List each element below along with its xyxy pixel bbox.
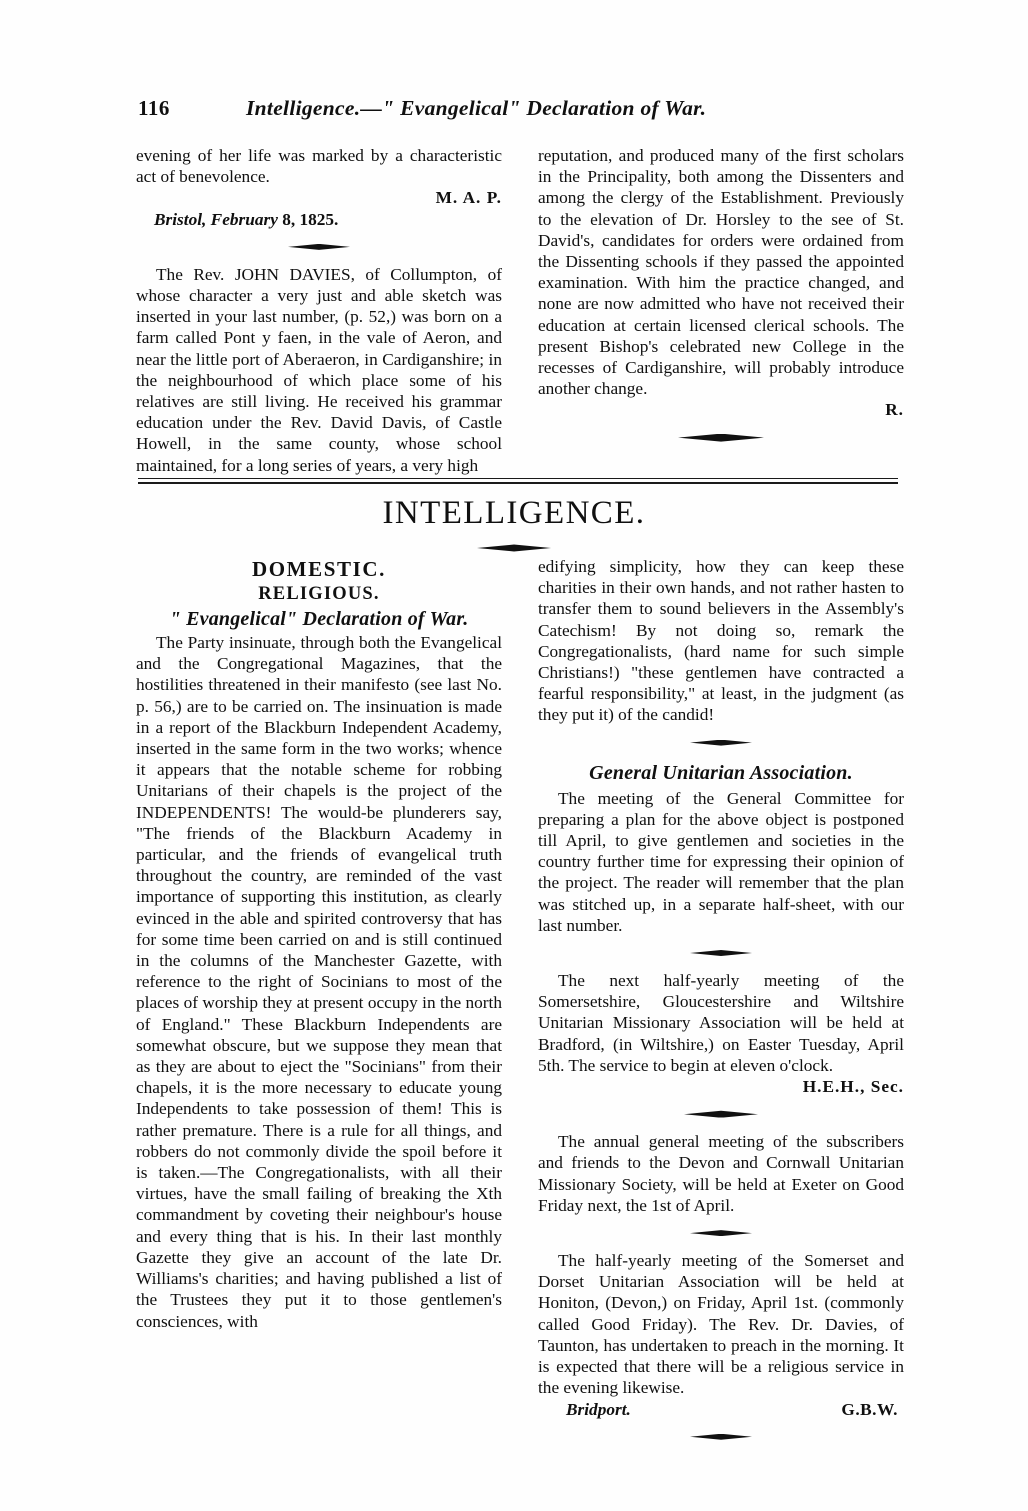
intelligence-masthead bbox=[0, 495, 1028, 565]
page-folio: 116 bbox=[138, 96, 170, 120]
section-double-rule bbox=[138, 478, 898, 485]
ornament-divider-icon bbox=[538, 945, 904, 961]
top-columns bbox=[136, 145, 904, 476]
place-date-roman: 8, 1825. bbox=[282, 209, 339, 229]
signature-heh-sec: H.E.H., Sec. bbox=[802, 1077, 904, 1097]
ornament-divider-icon bbox=[538, 1225, 904, 1241]
heading-general-unitarian-association: General Unitarian Association. bbox=[589, 761, 853, 784]
byline-initials: G.B.W. bbox=[841, 1399, 898, 1419]
ornament-divider-icon bbox=[538, 1429, 904, 1445]
item-general-committee: The meeting of the General Committee for preparing a plan for the above object is postponed till April, to give gentlemen and societies in the country further time for expressing their opinion of the project. The reader will remember that the plan was stitched up, in a separate half-sheet, with our last number. bbox=[538, 788, 904, 935]
evangelical-declaration-body: The Party insinuate, through both the Evangelical and the Congregational Magazines, that the hostilities threatened in their manifesto (see last No. p. 56,) are to be carried on. The insinuation is made in a report of the Blackburn Independent Academy, inserted in the same form in the two works; whence it appears that the notable scheme for robbing Unitarians of their chapels is the project of the INDEPENDENTS! The would-be plunderers say, "The friends of the Blackburn Academy in particular, and the friends of evangelical truth throughout the country, are reminded of the vast importance of supporting this institution, as clearly evinced in the able and spirited controversy that has for some time been carried on and is still continued in the columns of the Manchester Gazette, with reference to the right of Socinians to most of the places of worship they at present occupy in the north of England." These Blackburn Independents are somewhat obscure, but we suppose they mean that as they are about to eject the "Socinians" from their chapels, it is the more necessary to educate young Independents to take possession of them! This is rather premature. There is a rule for all things, and robbers do not commonly divide the spoil before it is taken.—The Congregationalists, with all their virtues, have the small failing of breaking the Xth commandment by coveting their neighbour's house and every thing that is his. In their last monthly Gazette they give an account of the late Dr. Williams's charities; and having published a list of the Trustees they put it to those gentlemen's consciences, with bbox=[136, 633, 502, 1331]
intelligence-left-column bbox=[136, 556, 502, 1454]
heading-religious: RELIGIOUS. bbox=[258, 584, 380, 604]
masthead-title: INTELLIGENCE. bbox=[382, 495, 646, 531]
obituary-continuation-right-text: reputation, and produced many of the first scholars in the Principality, both among the Dissenters and among the clergy of the Establishment. Previously to the elevation of Dr. Horsley to the see of St. David's, candidates for orders were ordained from the Dissenting schools if they passed the appointed examination. With him the practice changed, and none are now admitted who have not received their education at certain licensed clerical schools. The present Bishop's celebrated new College in the recesses of Cardiganshire, will probably introduce another change. bbox=[538, 146, 904, 399]
item-somerset-dorset: The half-yearly meeting of the Somerset and Dorset Unitarian Association will be held at Honiton, (Devon,) on Friday, April 1st. (commonly called Good Friday). The Rev. Dr. Davies, of Taunton, has undertaken to preach in the morning. It is expected that there will be a religious service in the evening likewise. bbox=[538, 1251, 904, 1398]
signature-r: R. bbox=[885, 400, 904, 420]
signature-map: M. A. P. bbox=[435, 188, 502, 208]
ornament-divider-icon bbox=[136, 239, 502, 255]
intelligence-columns bbox=[136, 556, 904, 1454]
evangelical-declaration-continuation: edifying simplicity, how they can keep these charities in their own hands, and not rather hasten to transfer them to sound believers in the Assembly's Catechism! By not doing so, remark the Congregationalists, (hard name for such simple Christians!) "these gentlemen have contracted a fearful responsibility," at least, in the judgment (as they put it) of the candid! bbox=[538, 557, 904, 725]
item-devon-cornwall: The annual general meeting of the subscribers and friends to the Devon and Cornwall Unitarian Missionary Society, will be held at Exeter on Good Friday next, the 1st of April. bbox=[538, 1132, 904, 1215]
davies-obituary-text: The Rev. JOHN DAVIES, of Collumpton, of whose character a very just and able sketch was inserted in your last number, (p. 52,) was born on a farm called Pont y faen, in the vale of Aeron, and near the little port of Aberaeron, in Cardiganshire; in the neighbourhood of which place some of his relatives are still living. He received his grammar education under the Rev. David Davis, of Castle Howell, in the same county, whose school maintained, for a long series of years, a very high bbox=[136, 264, 502, 475]
ornament-divider-icon bbox=[538, 430, 904, 446]
ornament-divider-icon bbox=[538, 1106, 904, 1122]
top-left-column bbox=[136, 145, 502, 476]
item-somerset-gloucester-wilts: The next half-yearly meeting of the Somersetshire, Gloucestershire and Wiltshire Unitarian Missionary Association will be held at Bradford, (in Wiltshire,) on Easter Tuesday, April 5th. The service to begin at eleven o'clock. bbox=[538, 971, 904, 1075]
place-date-line bbox=[136, 209, 502, 230]
top-right-column bbox=[538, 145, 904, 476]
obituary-continuation-text: evening of her life was marked by a characteristic act of benevolence. bbox=[136, 146, 502, 187]
place-date-italic: Bristol, February bbox=[154, 209, 278, 229]
heading-domestic: DOMESTIC. bbox=[251, 557, 386, 581]
ornament-divider-icon bbox=[0, 540, 1028, 556]
intelligence-right-column bbox=[538, 556, 904, 1454]
running-head-title: Intelligence.—" Evangelical" Declaration of War. bbox=[246, 96, 707, 120]
ornament-divider-icon bbox=[538, 735, 904, 751]
running-head bbox=[138, 96, 900, 126]
byline-bridport bbox=[538, 1399, 904, 1420]
heading-evangelical-declaration: " Evangelical" Declaration of War. bbox=[169, 608, 469, 630]
byline-place: Bridport. bbox=[566, 1399, 631, 1419]
